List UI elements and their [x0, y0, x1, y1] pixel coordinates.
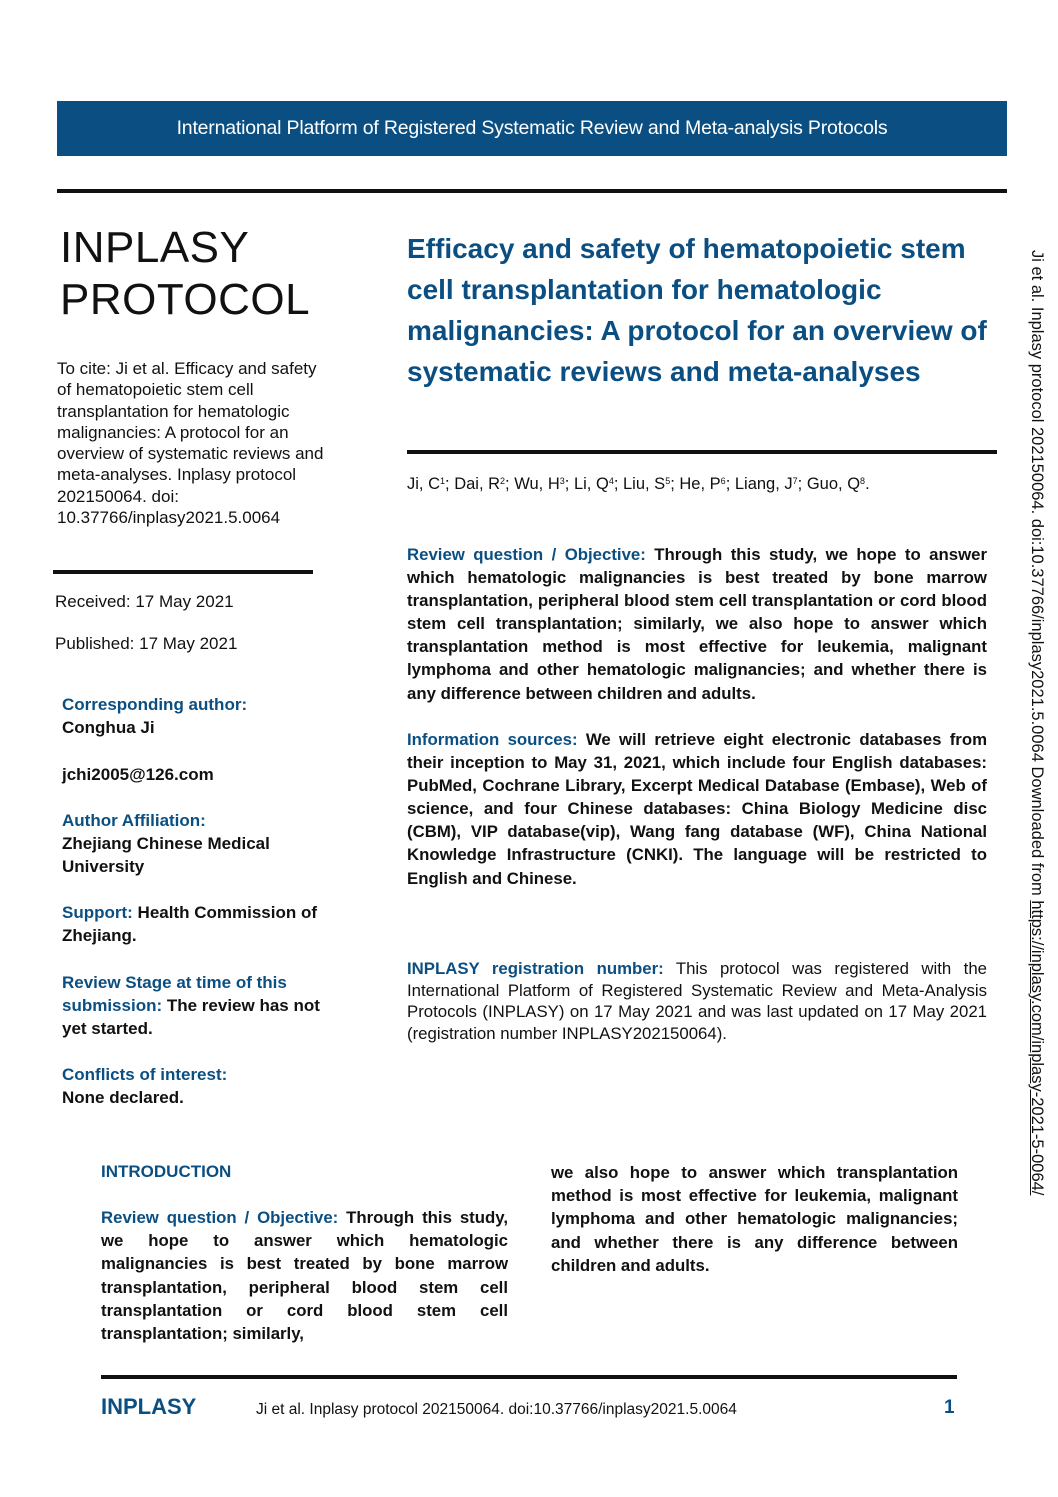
header-line-2: PROTOCOL	[60, 275, 311, 324]
footer-citation: Ji et al. Inplasy protocol 202150064. doi:10.37766/inplasy2021.5.0064	[256, 1401, 737, 1418]
received-date: Received: 17 May 2021	[55, 592, 234, 611]
objective-text: Through this study, we hope to answer which hematologic malignancies is best treated by bone marrow transplantation, peripheral blood stem cell transplantation or cord blood stem cell transplantation; similarly, we also hope to answer which transplantation method is most effective for leukemia, malignant lymphoma and other hematologic malignancies; and whether there is any difference between children and adults.	[407, 545, 987, 703]
objective-label: Review question / Objective:	[407, 545, 646, 564]
intro-col1-text: Through this study, we hope to answer which hematologic malignancies is best treated by bone marrow transplantation, peripheral blood stem cell transplantation or cord blood stem cell transplantation; similarly,	[101, 1208, 508, 1344]
review-stage	[62, 971, 327, 1040]
header-line-1: INPLASY	[60, 223, 250, 272]
author-name: He, P	[679, 475, 721, 493]
platform-banner	[57, 101, 1007, 156]
author-affiliation-index: 2	[500, 476, 506, 486]
abstract-objective	[407, 543, 987, 705]
download-link[interactable]: https://inplasy.com/inplasy-2021-5-0064/	[1028, 900, 1046, 1196]
article-title: Efficacy and safety of hematopoietic stem cell transplantation for hematologic malignancies: A protocol for an overview of systematic reviews and meta-analyses	[407, 233, 987, 387]
author-name: Ji, C	[407, 475, 440, 493]
author-affiliation-index: 7	[792, 476, 798, 486]
conflicts-of-interest	[62, 1063, 342, 1109]
margin-note-text: Ji et al. Inplasy protocol 202150064. doi:10.37766/inplasy2021.5.0064 Downloaded from	[1028, 250, 1046, 901]
author-email[interactable]: jchi2005@126.com	[62, 765, 214, 784]
registration-label: INPLASY registration number:	[407, 959, 664, 978]
affiliation-label: Author Affiliation:	[62, 811, 206, 830]
registration-info	[407, 958, 987, 1044]
registration-text: This protocol was registered with the International Platform of Registered Systematic Review and Meta-Analysis Protocols (INPLASY) on 17 May 2021 and was last updated on 17 May 2021 (registration number INPLASY202150064).	[407, 959, 987, 1043]
footer-brand: INPLASY	[101, 1394, 197, 1419]
support-label: Support:	[62, 903, 133, 922]
top-divider	[57, 189, 1007, 193]
citation-block: To cite: Ji et al. Efficacy and safety of hematopoietic stem cell transplantation for hematologic malignancies: A protocol for an overview of systematic reviews and meta-analyses. Inplasy protocol 202150064. doi: 10.37766/inplasy2021.5.0064	[57, 359, 324, 528]
author-affiliation-index: 6	[720, 476, 726, 486]
published-date: Published: 17 May 2021	[55, 634, 238, 653]
protocol-header	[60, 222, 310, 326]
author-name: Liang, J	[734, 475, 793, 493]
author-affiliation-index: 3	[559, 476, 565, 486]
author-name: Guo, Q	[806, 475, 861, 493]
corresponding-label: Corresponding author:	[62, 695, 248, 714]
author-affiliation-index: 1	[440, 476, 446, 486]
stage-label: Review Stage at time of this submission:	[62, 973, 287, 1015]
introduction-heading: INTRODUCTION	[101, 1162, 232, 1181]
sidebar-divider	[53, 570, 313, 574]
title-divider	[407, 450, 997, 454]
conflicts-value: None declared.	[62, 1088, 184, 1107]
page-number: 1	[944, 1397, 955, 1418]
stage-value: The review has not yet started.	[62, 996, 320, 1038]
author-affiliation-index: 4	[608, 476, 614, 486]
abstract-information-sources	[407, 728, 987, 890]
banner-text: International Platform of Registered Systematic Review and Meta-analysis Protocols	[176, 117, 888, 139]
affiliation-value: Zhejiang Chinese Medical University	[62, 834, 270, 876]
sources-label: Information sources:	[407, 730, 578, 749]
footer-divider	[101, 1375, 957, 1379]
author-affiliation-index: 8	[860, 476, 866, 486]
sources-text: We will retrieve eight electronic databases from their inception to May 31, 2021, which include four English databases: PubMed, Cochrane Library, Excerpt Medical Database (Embase), Web of science, and four Chinese databases: China Biology Medicine disc (CBM), VIP database(vip), Wang fang database (WF), China National Knowledge Infrastructure (CNKI). The language will be restricted to English and Chinese.	[407, 730, 988, 888]
author-affiliation-index: 5	[665, 476, 671, 486]
margin-download-note	[1027, 250, 1046, 1195]
support-info	[62, 901, 337, 947]
author-name: Liu, S	[623, 475, 666, 493]
author-name: Li, Q	[573, 475, 609, 493]
author-affiliation	[62, 809, 322, 878]
corresponding-author	[62, 693, 342, 739]
author-list: Ji, $C^1$; Dai, $R^2$; Wu, $H^3$; Li, $Q^4$; Liu, $S^5$; He, $P^6$; Liang, $J^7$; Guo, $Q^8$.	[407, 475, 870, 493]
intro-objective-label: Review question / Objective:	[101, 1208, 339, 1227]
introduction-column-1	[101, 1206, 508, 1345]
author-name: Wu, H	[514, 475, 560, 493]
introduction-column-2: we also hope to answer which transplantation method is most effective for leukemia, malignant lymphoma and other hematologic malignancies; and whether there is any difference between children and adults.	[551, 1163, 958, 1275]
conflicts-label: Conflicts of interest:	[62, 1065, 228, 1084]
support-value: Health Commission of Zhejiang.	[62, 903, 318, 945]
corresponding-name: Conghua Ji	[62, 718, 155, 737]
author-name: Dai, R	[454, 475, 501, 493]
